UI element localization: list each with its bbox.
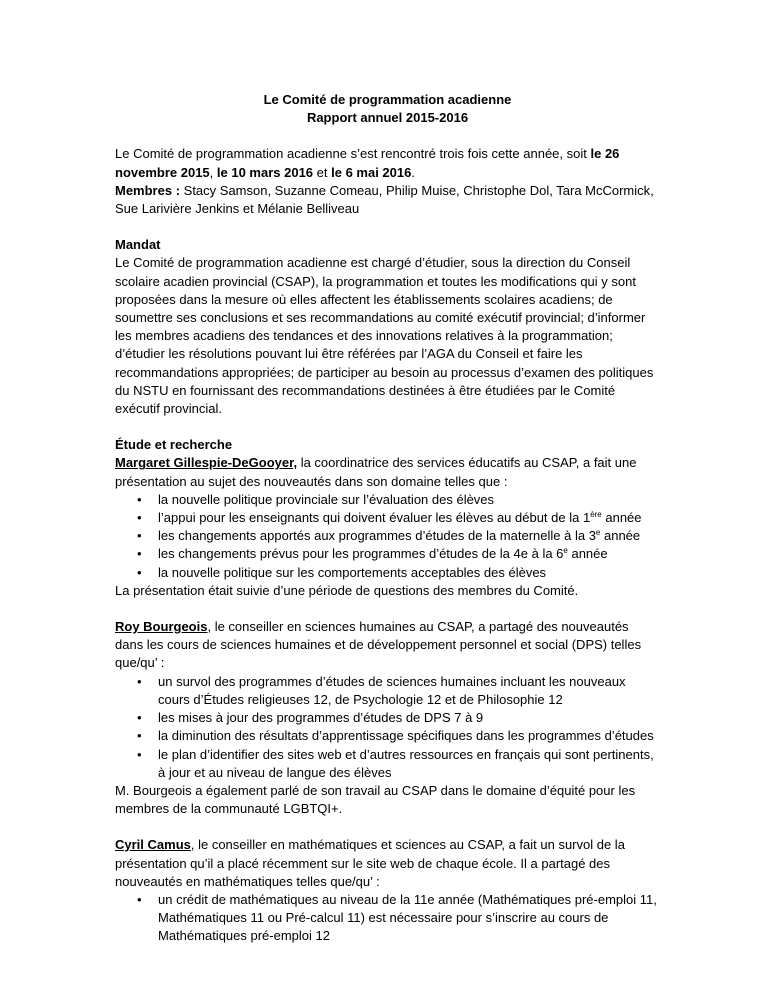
roy-name: Roy Bourgeois [115,619,208,635]
document-page [115,91,660,964]
members-list: Stacy Samson, Suzanne Comeau, Philip Muise, Christophe Dol, Tara McCormick, Sue Larivière Jenkins et Mélanie Belliveau [115,182,654,217]
intro-section [115,145,660,218]
document-title: Le Comité de programmation acadienne [263,92,512,107]
margaret-list [115,491,660,582]
roy-outro: M. Bourgeois a également parlé de son travail au CSAP dans le domaine d’équité pour les membres de la communauté LGBTQI+. [115,782,636,817]
margaret-outro: La présentation était suivie d’une période de questions des membres du Comité. [115,582,579,598]
list-item: • les changements apportés aux programmes d’études de la maternelle à la 3e année [158,527,660,545]
members-label: Membres : [115,182,181,198]
mandat-heading: Mandat [115,237,161,253]
cyril-section [115,836,660,945]
roy-section [115,618,660,818]
meetings-paragraph: Le Comité de programmation acadienne s’est rencontré trois fois cette année, soit le 26 novembre 2015, le 10 mars 2016 et le 6 mai 2016. [115,146,620,180]
etude-section [115,436,660,600]
cyril-name: Cyril Camus [115,837,191,853]
list-item: • un survol des programmes d’études de sciences humaines incluant les nouveaux cours d’Études religieuses 12, de Psychologie 12 et de Philosophie 12 [158,673,660,709]
cyril-list [115,891,660,946]
meeting-date-2: le 10 mars 2016 [216,164,314,180]
members-paragraph [115,182,660,218]
meeting-date-3: le 6 mai 2016 [331,164,412,180]
list-item: • les changements prévus pour les programmes d’études de la 4e à la 6e année [158,545,660,563]
cyril-paragraph: Cyril Camus, le conseiller en mathématiques et sciences au CSAP, a fait un survol de la présentation qu’il a placé récemment sur le site web de chaque école. Il a partagé des nouveautés en mathématiques telles que/qu’ : [115,837,625,889]
document-header [115,91,660,127]
list-item: • les mises à jour des programmes d’études de DPS 7 à 9 [158,709,660,727]
mandat-section [115,236,660,418]
document-subtitle: Rapport annuel 2015-2016 [306,110,469,126]
meeting-date-1: le 26 novembre 2015 [115,146,620,180]
list-item: • la nouvelle politique provinciale sur l’évaluation des élèves [158,491,660,509]
roy-list [115,673,660,782]
roy-paragraph: Roy Bourgeois, le conseiller en sciences humaines au CSAP, a partagé des nouveautés dans les cours de sciences humaines et de développement personnel et social (DPS) telles que/qu’ : [115,619,642,671]
list-item: • la diminution des résultats d’apprentissage spécifiques dans les programmes d’études [158,727,660,745]
list-item: • un crédit de mathématiques au niveau de la 11e année (Mathématiques pré-emploi 11, Mathématiques 11 ou Pré-calcul 11) est nécessaire pour s’inscrire au cours de Mathématiques pré-emploi 12 [158,891,660,946]
margaret-paragraph: Margaret Gillespie-DeGooyer, la coordinatrice des services éducatifs au CSAP, a fait une présentation au sujet des nouveautés dans son domaine telles que : [115,455,637,489]
mandat-text: Le Comité de programmation acadienne est chargé d’étudier, sous la direction du Conseil scolaire acadien provincial (CSAP), la programmation et toutes les modifications qui y sont proposées dans la mesure où elles affectent les établissements scolaires acadiens; de soumettre ses conclusions et ses recommandations au comité exécutif provincial; d’informer les membres acadiens des tendances et des innovations relatives à la programmation; d’étudier les résolutions pouvant lui être référées par l’AGA du Conseil et faire les recommandations appropriées; de participer au besoin au processus d’examen des politiques du NSTU en fournissant des recommandations destinées à être étudiées par le Comité exécutif provincial. [115,255,654,417]
list-item: • la nouvelle politique sur les comportements acceptables des élèves [158,564,660,582]
etude-heading: Étude et recherche [115,437,233,453]
list-item: • l’appui pour les enseignants qui doivent évaluer les élèves au début de la 1ère année [158,509,660,527]
margaret-name: Margaret Gillespie-DeGooyer, [115,455,298,471]
list-item: • le plan d’identifier des sites web et d’autres ressources en français qui sont pertinents, à jour et au niveau de langue des élèves [158,746,660,782]
